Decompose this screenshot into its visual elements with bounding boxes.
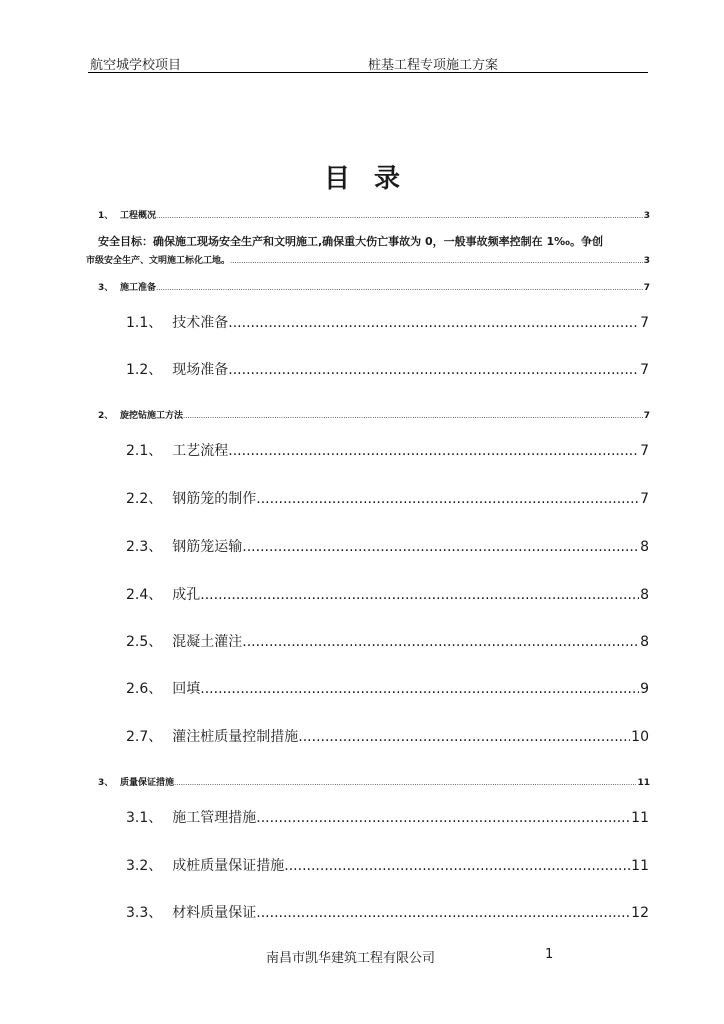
toc-entry-number: 2.6、 bbox=[126, 681, 163, 697]
dot-leader bbox=[256, 491, 639, 507]
toc-entry-number: 3.1、 bbox=[126, 810, 163, 826]
header-document-title: 桩基工程专项施工方案 bbox=[368, 58, 499, 73]
toc-entry-page: 8 bbox=[640, 539, 649, 555]
toc-entry-1[interactable] bbox=[98, 208, 650, 221]
toc-entry-label: 市级安全生产、文明施工标化工地。 bbox=[86, 256, 231, 266]
toc-entry-label: 材料质量保证 bbox=[172, 905, 257, 921]
toc-entry-number: 3、 bbox=[98, 283, 114, 293]
dot-leader bbox=[228, 362, 639, 378]
toc-entry-page: 7 bbox=[640, 491, 649, 507]
toc-entry-label: 施工管理措施 bbox=[172, 810, 257, 826]
toc-entry-page: 7 bbox=[640, 362, 649, 378]
header-project-name: 航空城学校项目 bbox=[90, 58, 182, 73]
toc-entry-label: 成桩质量保证措施 bbox=[172, 858, 285, 874]
toc-entry-2-1[interactable] bbox=[126, 440, 649, 460]
toc-entry-2-2[interactable] bbox=[126, 488, 649, 508]
toc-entry-label: 钢筋笼运输 bbox=[172, 539, 243, 555]
toc-entry-label: 施工准备 bbox=[120, 283, 157, 293]
toc-entry-label: 旋挖钻施工方法 bbox=[120, 411, 184, 421]
header-divider bbox=[88, 72, 648, 73]
toc-entry-number: 2.5、 bbox=[126, 634, 163, 650]
toc-entry-page: 8 bbox=[640, 587, 649, 603]
toc-entry-page: 10 bbox=[631, 729, 649, 745]
toc-entry-2-3[interactable] bbox=[126, 536, 649, 556]
toc-entry-page: 7 bbox=[643, 411, 650, 421]
dot-leader bbox=[298, 729, 630, 745]
toc-entry-number: 2.7、 bbox=[126, 729, 163, 745]
toc-entry-label: 技术准备 bbox=[172, 315, 229, 331]
toc-entry-3-1[interactable] bbox=[126, 807, 649, 827]
toc-entry-number: 1.2、 bbox=[126, 362, 163, 378]
toc-entry-number: 3.3、 bbox=[126, 905, 163, 921]
toc-entry-number: 2.1、 bbox=[126, 443, 163, 459]
dot-leader bbox=[156, 284, 643, 292]
toc-entry-label: 混凝土灌注 bbox=[172, 634, 243, 650]
toc-entry-number: 2.2、 bbox=[126, 491, 163, 507]
dot-leader bbox=[200, 681, 639, 697]
dot-leader bbox=[228, 315, 639, 331]
toc-entry-3-prep[interactable] bbox=[98, 280, 650, 293]
footer-page-number: 1 bbox=[545, 947, 554, 962]
dot-leader bbox=[256, 905, 630, 921]
footer-company-name: 南昌市凯华建筑工程有限公司 bbox=[266, 951, 436, 966]
toc-entry-3[interactable] bbox=[98, 775, 650, 788]
dot-leader bbox=[230, 257, 643, 265]
toc-entry-label: 灌注桩质量控制措施 bbox=[172, 729, 299, 745]
toc-entry-1-2[interactable] bbox=[126, 359, 649, 379]
toc-entry-page: 11 bbox=[631, 858, 649, 874]
toc-entry-number: 2.3、 bbox=[126, 539, 163, 555]
toc-entry-page: 8 bbox=[640, 634, 649, 650]
dot-leader bbox=[284, 858, 630, 874]
toc-entry-number: 3.2、 bbox=[126, 858, 163, 874]
toc-entry-page: 7 bbox=[643, 283, 650, 293]
toc-entry-label: 回填 bbox=[172, 681, 201, 697]
toc-entry-number: 2.4、 bbox=[126, 587, 163, 603]
toc-entry-2-5[interactable] bbox=[126, 631, 649, 651]
dot-leader bbox=[242, 539, 639, 555]
toc-entry-2-7[interactable] bbox=[126, 726, 649, 746]
dot-leader bbox=[156, 212, 643, 220]
toc-safety-goal-line-1[interactable]: 安全目标：确保施工现场安全生产和文明施工,确保重大伤亡事故为 0，一般事故频率控制在 1‰。争创 bbox=[98, 235, 603, 248]
toc-entry-label: 工艺流程 bbox=[172, 443, 229, 459]
dot-leader bbox=[183, 412, 643, 420]
toc-entry-page: 7 bbox=[640, 315, 649, 331]
toc-entry-label: 钢筋笼的制作 bbox=[172, 491, 257, 507]
toc-entry-3-2[interactable] bbox=[126, 855, 649, 875]
toc-entry-number: 3、 bbox=[98, 778, 114, 788]
toc-entry-page: 11 bbox=[637, 778, 650, 788]
page-title: 目录 bbox=[323, 164, 424, 194]
dot-leader bbox=[256, 810, 630, 826]
dot-leader bbox=[242, 634, 639, 650]
toc-entry-2[interactable] bbox=[98, 408, 650, 421]
toc-entry-label: 工程概况 bbox=[120, 211, 157, 221]
toc-entry-page: 12 bbox=[631, 905, 649, 921]
toc-entry-number: 1、 bbox=[98, 211, 114, 221]
toc-entry-label: 质量保证措施 bbox=[120, 778, 175, 788]
toc-entry-2-6[interactable] bbox=[126, 678, 649, 698]
toc-entry-page: 3 bbox=[643, 256, 650, 266]
toc-entry-number: 1.1、 bbox=[126, 315, 163, 331]
dot-leader bbox=[174, 779, 636, 787]
toc-entry-number: 2、 bbox=[98, 411, 114, 421]
dot-leader bbox=[228, 443, 639, 459]
toc-safety-goal-line-2[interactable] bbox=[86, 253, 650, 266]
toc-entry-page: 11 bbox=[631, 810, 649, 826]
toc-entry-1-1[interactable] bbox=[126, 312, 649, 332]
toc-entry-3-3[interactable] bbox=[126, 902, 649, 922]
toc-entry-page: 3 bbox=[643, 211, 650, 221]
toc-entry-label: 现场准备 bbox=[172, 362, 229, 378]
dot-leader bbox=[200, 587, 639, 603]
toc-entry-2-4[interactable] bbox=[126, 584, 649, 604]
toc-entry-page: 7 bbox=[640, 443, 649, 459]
toc-entry-label: 成孔 bbox=[172, 587, 201, 603]
toc-entry-page: 9 bbox=[640, 681, 649, 697]
